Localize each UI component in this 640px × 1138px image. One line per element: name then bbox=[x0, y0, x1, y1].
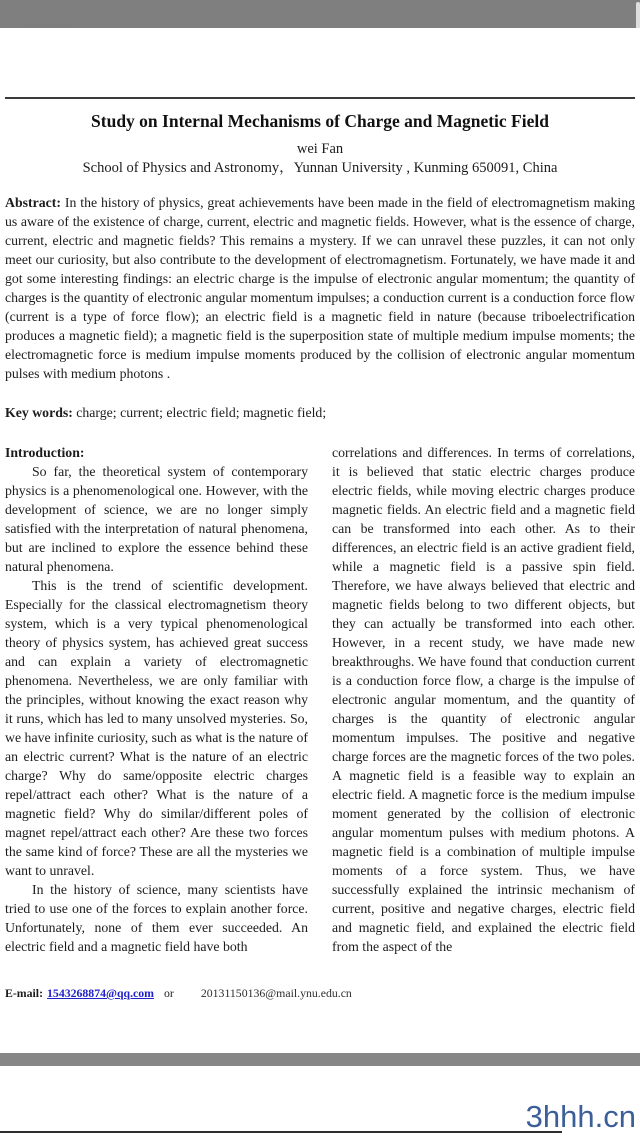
site-watermark: 3hhh.cn bbox=[525, 1099, 636, 1134]
abstract-text: In the history of physics, great achievements have been made in the field of electromagnetism making us aware of the existence of charge, current, electric and magnetic fields. However, what is the essence of charge, current, electric and magnetic fields? This remains a mystery. If we can unravel these puzzles, it can not only meet our curiosity, but also contribute to the development of electromagnetism. Fortunately, we have made it and got some interesting findings: an electric charge is the impulse of electronic angular momentum; the quantity of charges is the quantity of electronic angular momentum impulses; a conduction current is a conduction force flow (current is a type of force flow); an electric field is a magnetic field in nature (because triboelectrification produces a magnetic field); a magnetic field is the superposition state of multiple medium impulse moments; the electromagnetic force is medium impulse moments produced by the collision of electronic angular momentum pulses with medium photons . bbox=[5, 195, 636, 381]
page-top-rule bbox=[5, 97, 635, 99]
left-column-paragraph: In the history of science, many scientists have tried to use one of the forces to explain another force. Unfortunately, none of them ever succeeded. An electric field and a magnetic field have both bbox=[5, 882, 308, 954]
or-label: or bbox=[164, 986, 174, 1000]
alternate-email: 20131150136@mail.ynu.edu.cn bbox=[200, 986, 352, 1000]
keywords-label: Key words: bbox=[5, 405, 73, 420]
right-column-paragraph: correlations and differences. In terms of correlations, it is believed that static electric charges produce electric fields, while moving electric charges produce magnetic fields. An electric field and a magnetic field can be transformed into each other. As to their differences, an electric field is an active gradient field, while a magnetic field is a passive spin field. Therefore, we have always believed that electric and magnetic fields belong to two different objects, but they can actually be transformed into each other. However, in a recent study, we have made new breakthroughs. We have found that conduction current is a conduction force flow, a charge is the impulse of electronic angular momentum, and the quantity of charges is the quantity of electronic angular momentum impulses. The positive and negative charge forces are the magnetic forces of the two poles. A magnetic field is a feasible way to explain an electric field. A magnetic force is the medium impulse moment generated by the collision of electronic angular momentum pulses with medium photons. A magnetic field is a combination of multiple impulse moments of a force system. Thus, we have successfully explained the intrinsic mechanism of current, positive and negative charges, electric field and magnetic field, and explained the electric field from the aspect of the bbox=[332, 445, 635, 954]
paper-title: Study on Internal Mechanisms of Charge and Magnetic Field bbox=[91, 111, 549, 131]
footnote-email-line bbox=[5, 985, 635, 1001]
left-column-paragraph: So far, the theoretical system of contemporary physics is a phenomenological one. However, with the development of science, we are no longer simply satisfied with the interpretation of natural phenomena, but are inclined to explore the essence behind these natural phenomena. bbox=[5, 464, 308, 574]
right-column bbox=[332, 443, 635, 957]
email-link[interactable]: 1543268874@qq.com bbox=[47, 986, 155, 1000]
document-page bbox=[0, 28, 640, 1053]
keywords-text: charge; current; electric field; magnetic field; bbox=[76, 405, 327, 420]
page-separator-bar bbox=[0, 1053, 640, 1066]
paper-author: wei Fan bbox=[296, 141, 344, 157]
left-column-paragraph: This is the trend of scientific development. Especially for the classical electromagnetism theory system, which is a very typical phenomenological theory of physics system, has achieved great success and can explain a variety of electromagnetic phenomena. Nevertheless, we are only familiar with the principles, without knowing the exact reason why it runs, which has led to many unsolved mysteries. So, we have infinite curiosity, such as what is the nature of an electric current? What is the nature of an electric charge? Why do same/opposite electric charges repel/attract each other? What is the nature of a magnetic field? Why do similar/different poles of magnet repel/attract each other? Are these two forces the same kind of force? These are all the mysteries we want to unravel. bbox=[5, 578, 308, 878]
introduction-heading: Introduction: bbox=[5, 445, 85, 460]
paper-affiliation: School of Physics and Astronomy，Yunnan University , Kunming 650091, China bbox=[82, 160, 558, 176]
keywords-line bbox=[5, 403, 635, 422]
email-label: E-mail: bbox=[5, 986, 44, 1000]
left-column bbox=[5, 443, 308, 957]
bottom-rule bbox=[0, 1131, 562, 1133]
viewer-top-bar bbox=[0, 0, 640, 28]
abstract-label: Abstract: bbox=[5, 195, 61, 210]
abstract-paragraph bbox=[5, 193, 635, 383]
two-column-body bbox=[5, 443, 635, 957]
